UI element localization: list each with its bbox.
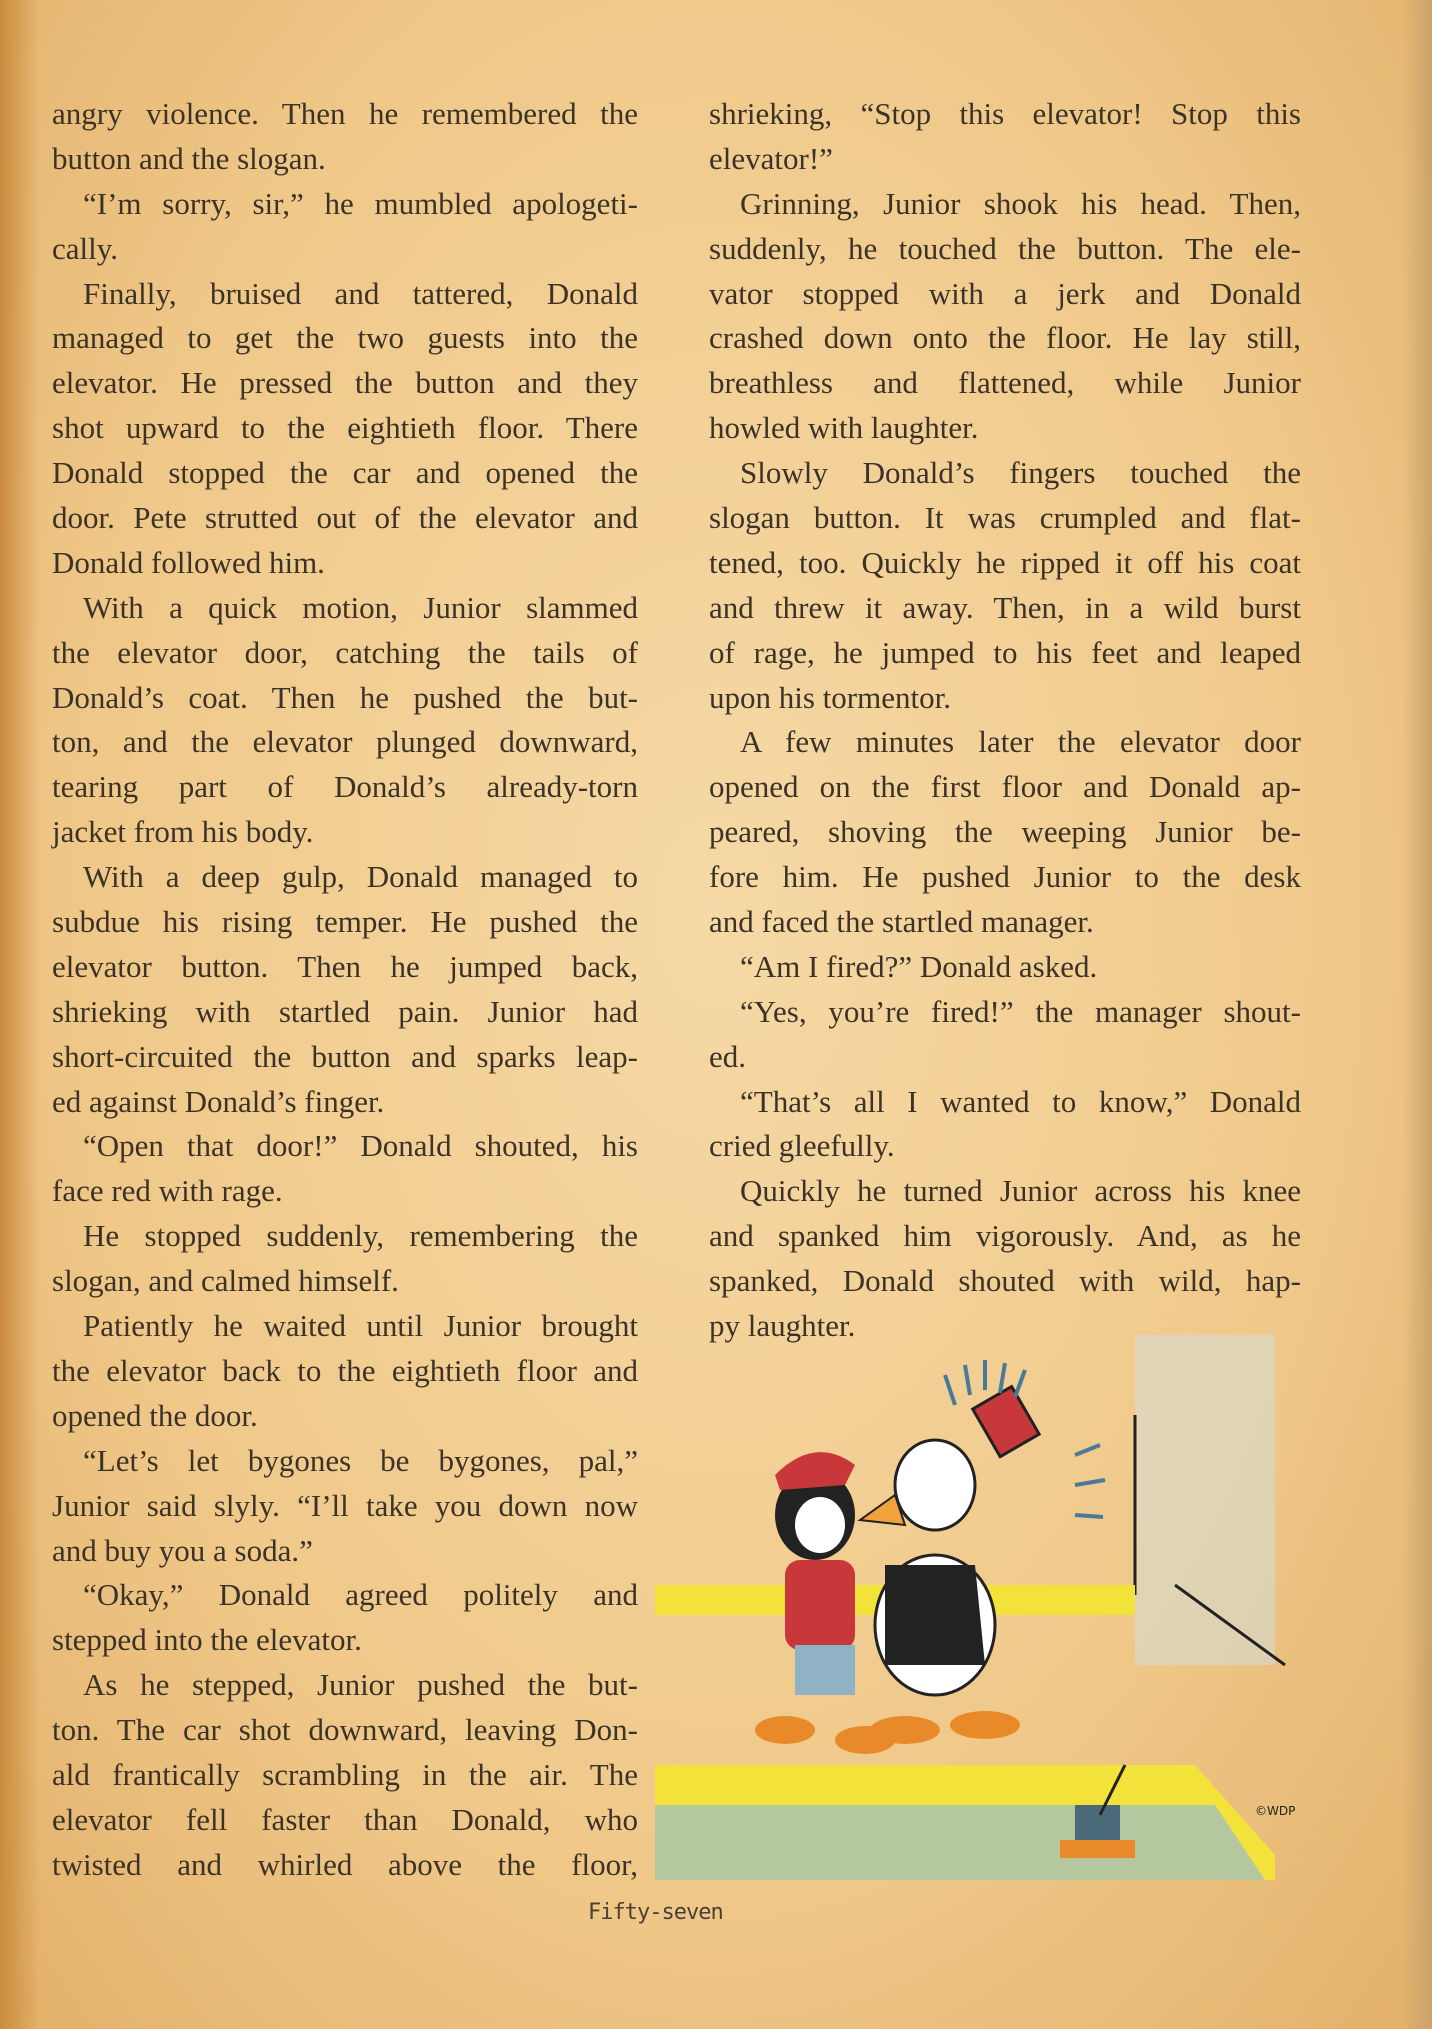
text-line: “Am I fired?” Donald asked. — [740, 948, 1098, 984]
text-line: and faced the startled manager. — [709, 904, 1094, 940]
text-line: Junior said slyly. “I’ll take you down now — [52, 1487, 638, 1523]
text-line: “I’m sorry, sir,” he mumbled apologeti- — [83, 185, 638, 221]
text-line: elevator!” — [709, 140, 833, 176]
text-line: “That’s all I wanted to know,” Donald — [740, 1083, 1301, 1119]
text-line: managed to get the two guests into the — [52, 320, 638, 356]
floor-shadow — [655, 1805, 1265, 1880]
text-line: of rage, he jumped to his feet and leaped — [709, 634, 1301, 670]
text-line: vator stopped with a jerk and Donald — [709, 275, 1301, 311]
text-line: ald frantically scrambling in the air. The — [52, 1756, 638, 1792]
page-number: Fifty-seven — [588, 1900, 723, 1925]
text-line: ton. The car shot downward, leaving Don- — [52, 1712, 638, 1748]
text-line: and spanked him vigorously. And, as he — [709, 1218, 1301, 1254]
text-line: short-circuited the button and sparks leap- — [52, 1038, 638, 1074]
text-line: Donald followed him. — [52, 544, 325, 580]
text-line: button and the slogan. — [52, 140, 326, 176]
text-line: and threw it away. Then, in a wild burst — [709, 589, 1301, 625]
text-line: opened on the first floor and Donald ap- — [709, 769, 1301, 805]
illustration-donald-spanking-junior — [655, 1335, 1335, 1900]
text-line: “Okay,” Donald agreed politely and — [83, 1577, 638, 1613]
text-line: and buy you a soda.” — [52, 1532, 313, 1568]
text-line: slogan button. It was crumpled and flat- — [709, 500, 1301, 536]
text-line: Quickly he turned Junior across his knee — [740, 1173, 1301, 1209]
text-line: Donald stopped the car and opened the — [52, 455, 638, 491]
text-line: fore him. He pushed Junior to the desk — [709, 859, 1301, 895]
text-line: face red with rage. — [52, 1173, 283, 1209]
text-line: cried gleefully. — [709, 1128, 895, 1164]
text-line: Donald’s coat. Then he pushed the but- — [52, 679, 638, 715]
elevator-wall — [1135, 1335, 1275, 1665]
text-line: twisted and whirled above the floor, — [52, 1846, 638, 1882]
left-text-column — [52, 92, 638, 1888]
ink-pot — [1075, 1805, 1120, 1845]
text-line: upon his tormentor. — [709, 679, 951, 715]
text-line: jacket from his body. — [52, 814, 314, 850]
text-line: the elevator back to the eightieth floor and — [52, 1352, 638, 1388]
copyright-mark: ©WDP — [1255, 1804, 1296, 1818]
right-text-column — [709, 92, 1301, 1349]
text-line: shrieking, “Stop this elevator! Stop this — [709, 96, 1301, 131]
text-line: “Yes, you’re fired!” the manager shout- — [740, 993, 1301, 1029]
text-line: the elevator door, catching the tails of — [52, 634, 638, 670]
text-line: subdue his rising temper. He pushed the — [52, 904, 638, 940]
text-line: stepped into the elevator. — [52, 1622, 362, 1658]
text-line: elevator button. Then he jumped back, — [52, 948, 638, 984]
desk-base — [1060, 1840, 1135, 1858]
text-line: howled with laughter. — [709, 410, 979, 446]
text-line: With a deep gulp, Donald managed to — [83, 859, 638, 895]
text-line: elevator. He pressed the button and they — [52, 365, 638, 401]
text-line: He stopped suddenly, remembering the — [83, 1218, 638, 1254]
donald-duck-character — [860, 1387, 1039, 1744]
text-line: py laughter. — [709, 1308, 856, 1344]
text-line: Slowly Donald’s fingers touched the — [740, 455, 1301, 491]
text-line: peared, shoving the weeping Junior be- — [709, 814, 1301, 850]
text-line: breathless and flattened, while Junior — [709, 365, 1301, 401]
text-line: angry violence. Then he remembered the — [52, 96, 638, 131]
text-line: opened the door. — [52, 1397, 258, 1433]
text-line: ed. — [709, 1038, 747, 1074]
text-line: Grinning, Junior shook his head. Then, — [740, 185, 1301, 221]
text-line: Patiently he waited until Junior brought — [83, 1308, 638, 1344]
text-line: crashed down onto the floor. He lay still, — [709, 320, 1301, 356]
text-line: ed against Donald’s finger. — [52, 1083, 385, 1119]
text-line: door. Pete strutted out of the elevator and — [52, 500, 638, 536]
text-line: tened, too. Quickly he ripped it off his coat — [709, 544, 1301, 580]
text-line: spanked, Donald shouted with wild, hap- — [709, 1263, 1301, 1299]
text-line: ton, and the elevator plunged downward, — [52, 724, 638, 760]
text-line: suddenly, he touched the button. The ele- — [709, 230, 1301, 266]
page-edge-right — [1402, 0, 1432, 2029]
text-line: tearing part of Donald’s already-torn — [52, 769, 638, 805]
text-line: elevator fell faster than Donald, who — [52, 1801, 638, 1837]
elevator-door-frame — [955, 1415, 1135, 1595]
text-line: A few minutes later the elevator door — [740, 724, 1301, 760]
text-line: cally. — [52, 230, 118, 266]
text-line: “Open that door!” Donald shouted, his — [83, 1128, 638, 1164]
text-line: shrieking with startled pain. Junior had — [52, 993, 638, 1029]
text-line: shot upward to the eightieth floor. There — [52, 410, 638, 446]
text-line: Finally, bruised and tattered, Donald — [83, 275, 638, 311]
text-line: As he stepped, Junior pushed the but- — [83, 1667, 638, 1703]
text-line: “Let’s let bygones be bygones, pal,” — [83, 1442, 638, 1478]
text-line: slogan, and calmed himself. — [52, 1263, 399, 1299]
text-line: With a quick motion, Junior slammed — [83, 589, 638, 625]
page-edge-left — [0, 0, 40, 2029]
